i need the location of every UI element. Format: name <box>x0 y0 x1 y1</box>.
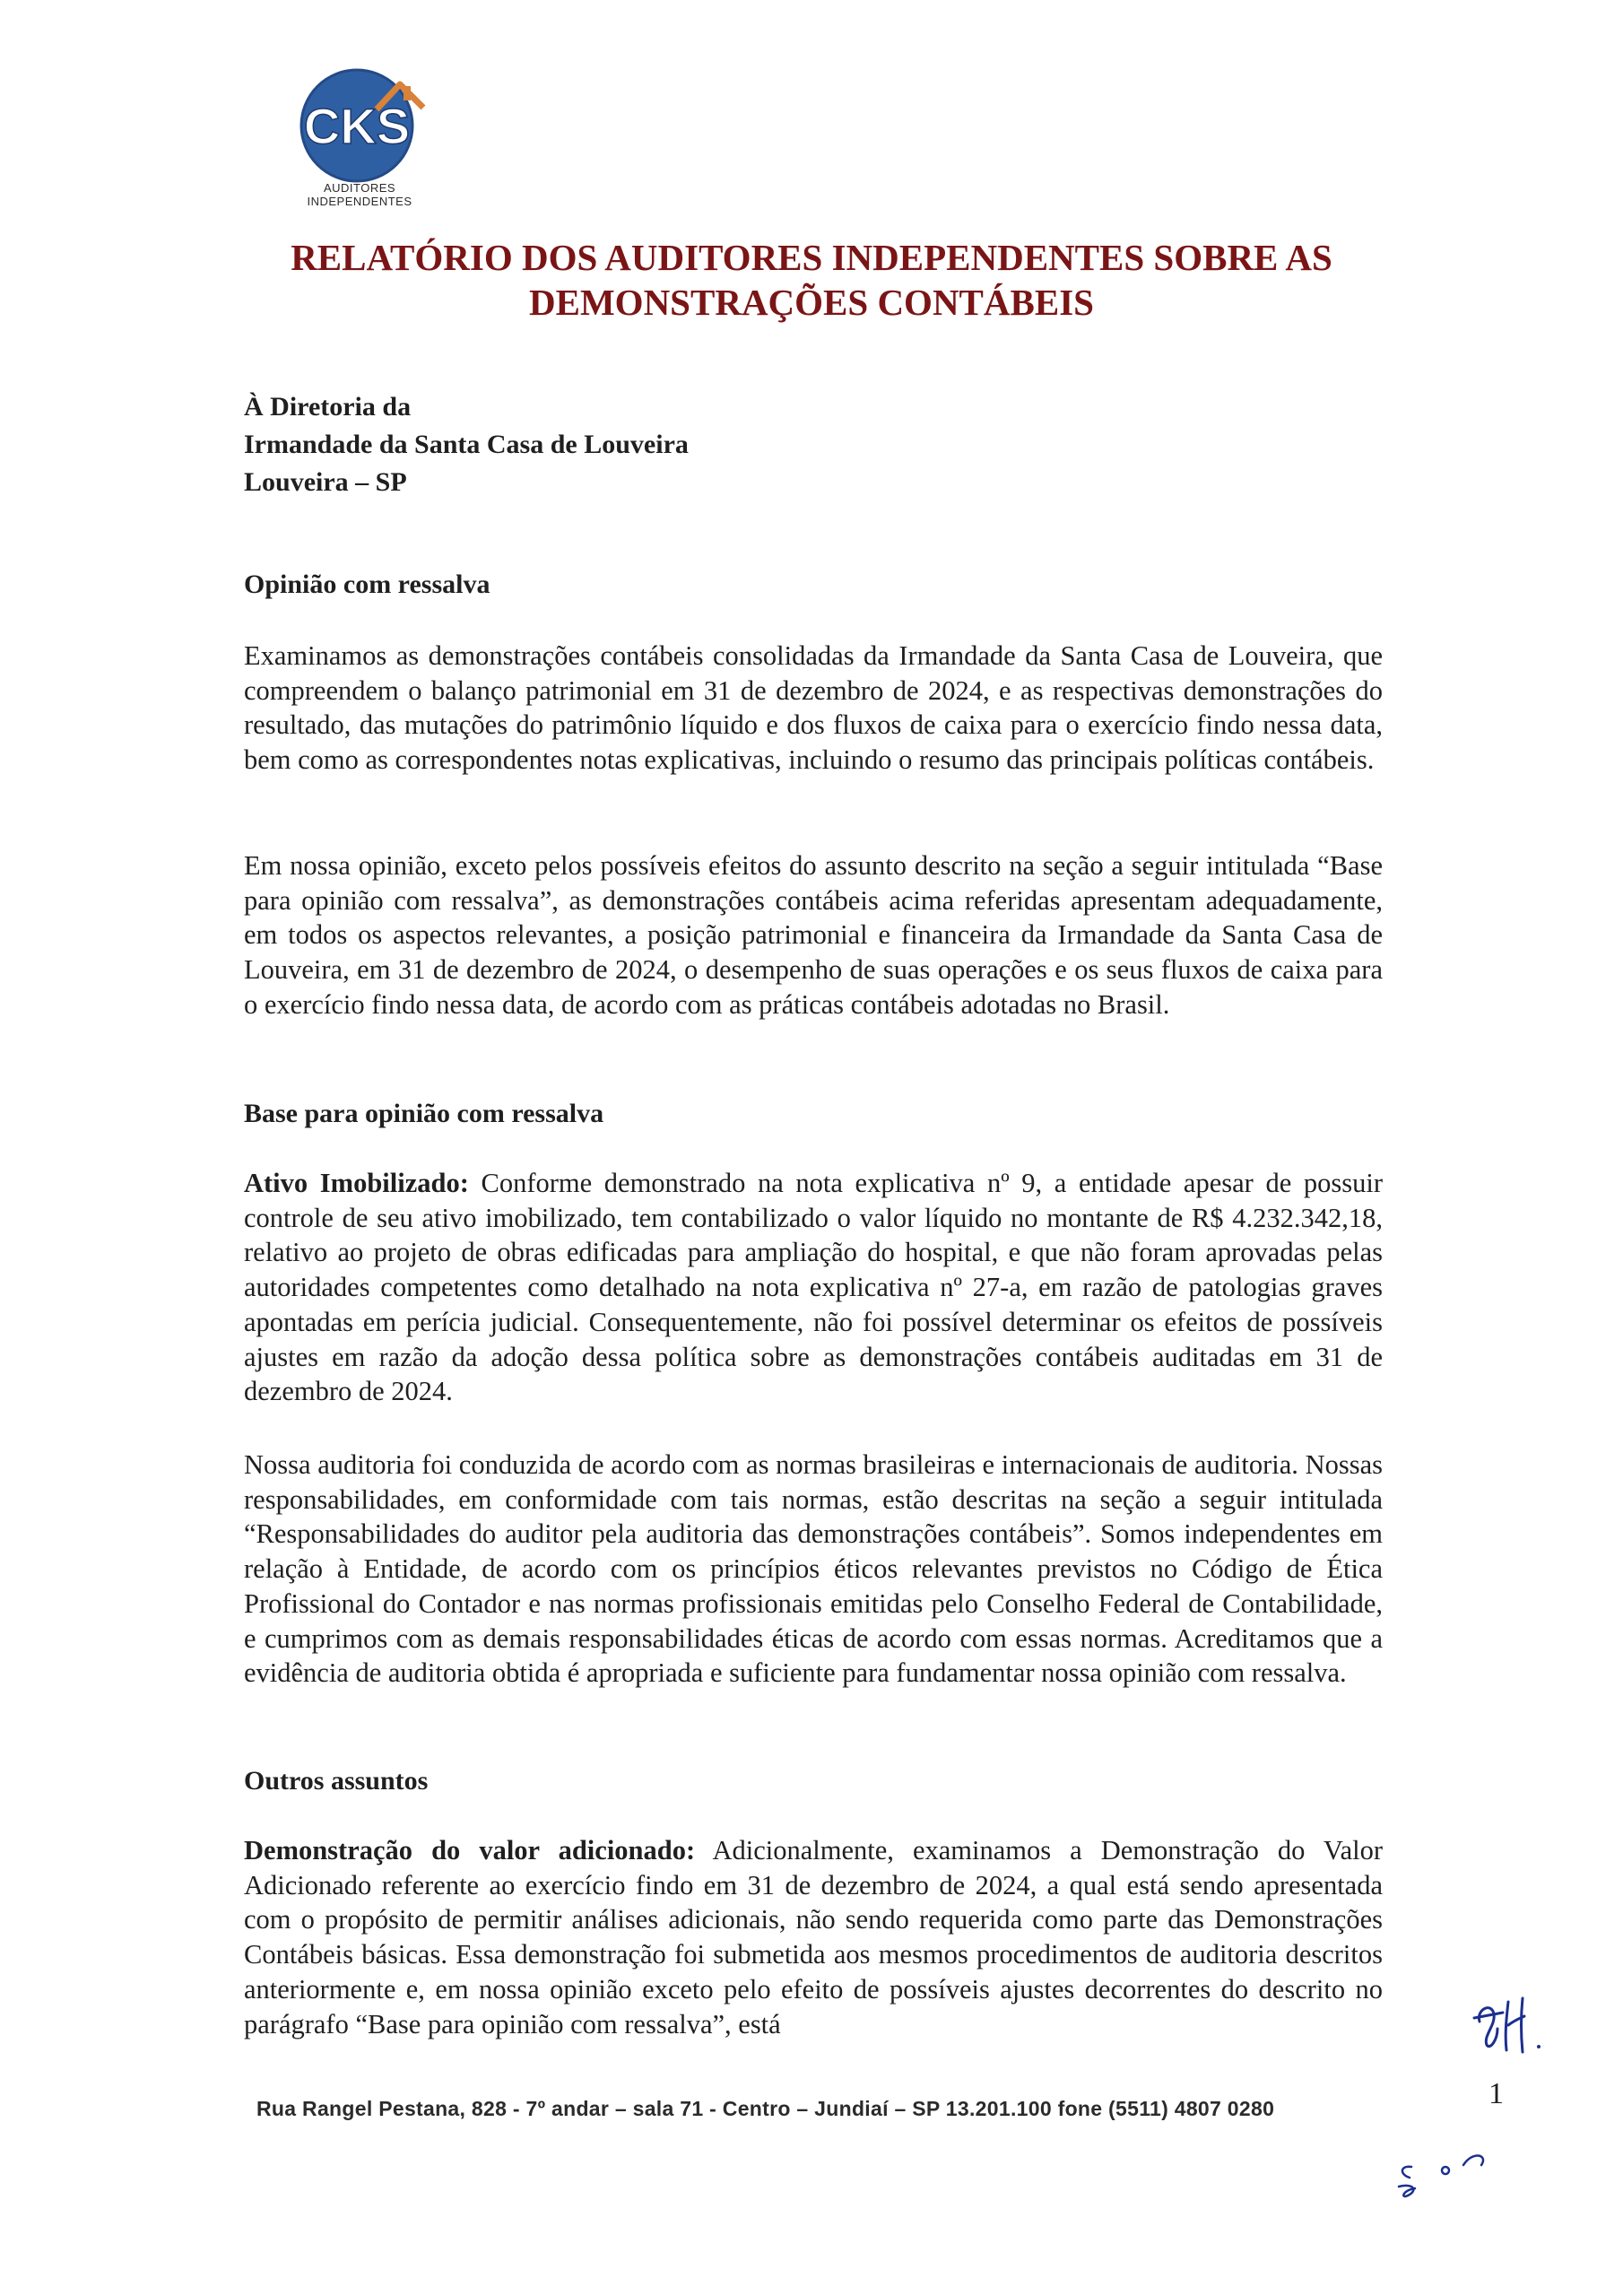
handwritten-rubric <box>1383 2138 1499 2210</box>
other-matters-paragraph-1 <box>244 1833 1383 2041</box>
addressee-block <box>244 388 1051 501</box>
other-matters-paragraph-1-text: Adicionalmente, examinamos a Demonstração do Valor Adicionado referente ao exercício findo em 31 de dezembro de 2024, a qual está sendo apresentada com o propósito de permitir análises adicionais, não sendo requerida como parte das Demonstrações Contábeis básicas. Essa demonstração foi submetida aos mesmos procedimentos de auditoria descritos anteriormente e, em nossa opinião exceto pelo efeito de possíveis ajustes decorrentes do descrito no parágrafo “Base para opinião com ressalva”, está <box>244 1835 1383 2039</box>
opinion-heading: Opinião com ressalva <box>244 570 490 599</box>
cks-logo <box>269 56 448 199</box>
basis-paragraph-1-lead: Ativo Imobilizado: <box>244 1168 469 1198</box>
logo-caption: AUDITORES INDEPENDENTES <box>307 181 412 208</box>
other-matters-heading: Outros assuntos <box>244 1766 429 1796</box>
report-title-line-2: DEMONSTRAÇÕES CONTÁBEIS <box>529 282 1094 323</box>
other-matters-paragraph-1-lead: Demonstração do valor adicionado: <box>244 1835 696 1866</box>
page-number: 1 <box>1488 2077 1504 2110</box>
report-title <box>0 235 1623 325</box>
opinion-paragraph-2: Em nossa opinião, exceto pelos possíveis efeitos do assunto descrito na seção a seguir intitulada “Base para opinião com ressalva”, as demonstrações contábeis acima referidas apresentam adequadamente, em todos os aspectos relevantes, a posição patrimonial e financeira da Irmandade da Santa Casa de Louveira, em 31 de dezembro de 2024, o desempenho de suas operações e os seus fluxos de caixa para o exercício findo nessa data, de acordo com as práticas contábeis adotadas no Brasil. <box>244 850 1383 1020</box>
handwritten-initials <box>1467 1986 1548 2057</box>
addressee-line-1: À Diretoria da <box>244 392 412 422</box>
addressee-line-2: Irmandade da Santa Casa de Louveira <box>244 430 689 459</box>
footer-address: Rua Rangel Pestana, 828 - 7º andar – sala 71 - Centro – Jundiaí – SP 13.201.100 fone (5511) 4807 0280 <box>256 2097 1275 2120</box>
report-title-line-1: RELATÓRIO DOS AUDITORES INDEPENDENTES SOBRE AS <box>291 237 1332 278</box>
basis-paragraph-2: Nossa auditoria foi conduzida de acordo com as normas brasileiras e internacionais de auditoria. Nossas responsabilidades, em conformidade com tais normas, estão descritas na seção a seguir intitulada “Responsabilidades do auditor pela auditoria das demonstrações contábeis”. Somos independentes em relação à Entidade, de acordo com os princípios éticos relevantes previstos no Código de Ética Profissional do Contador e nas normas profissionais emitidas pelo Conselho Federal de Contabilidade, e cumprimos com as demais responsabilidades éticas de acordo com essas normas. Acreditamos que a evidência de auditoria obtida é apropriada e suficiente para fundamentar nossa opinião com ressalva. <box>244 1449 1383 1689</box>
basis-paragraph-1-text: Conforme demonstrado na nota explicativa nº 9, a entidade apesar de possuir controle de seu ativo imobilizado, tem contabilizado o valor líquido no montante de R$ 4.232.342,18, relativo ao projeto de obras edificadas para ampliação do hospital, e que não foram aprovadas pelas autoridades competentes como detalhado na nota explicativa nº 27-a, em razão de patologias graves apontadas em perícia judicial. Consequentemente, não foi possível determinar os efeitos de possíveis ajustes em razão da adoção dessa política sobre as demonstrações contábeis auditadas em 31 de dezembro de 2024. <box>244 1168 1383 1407</box>
basis-paragraph-1 <box>244 1166 1383 1409</box>
opinion-paragraph-1: Examinamos as demonstrações contábeis consolidadas da Irmandade da Santa Casa de Louveira, que compreendem o balanço patrimonial em 31 de dezembro de 2024, e as respectivas demonstrações do resultado, das mutações do patrimônio líquido e dos fluxos de caixa para o exercício findo nessa data, bem como as correspondentes notas explicativas, incluindo o resumo das principais políticas contábeis. <box>244 640 1383 776</box>
addressee-line-3: Louveira – SP <box>244 467 407 497</box>
svg-text:CKS: CKS <box>303 98 411 154</box>
basis-heading: Base para opinião com ressalva <box>244 1099 604 1128</box>
